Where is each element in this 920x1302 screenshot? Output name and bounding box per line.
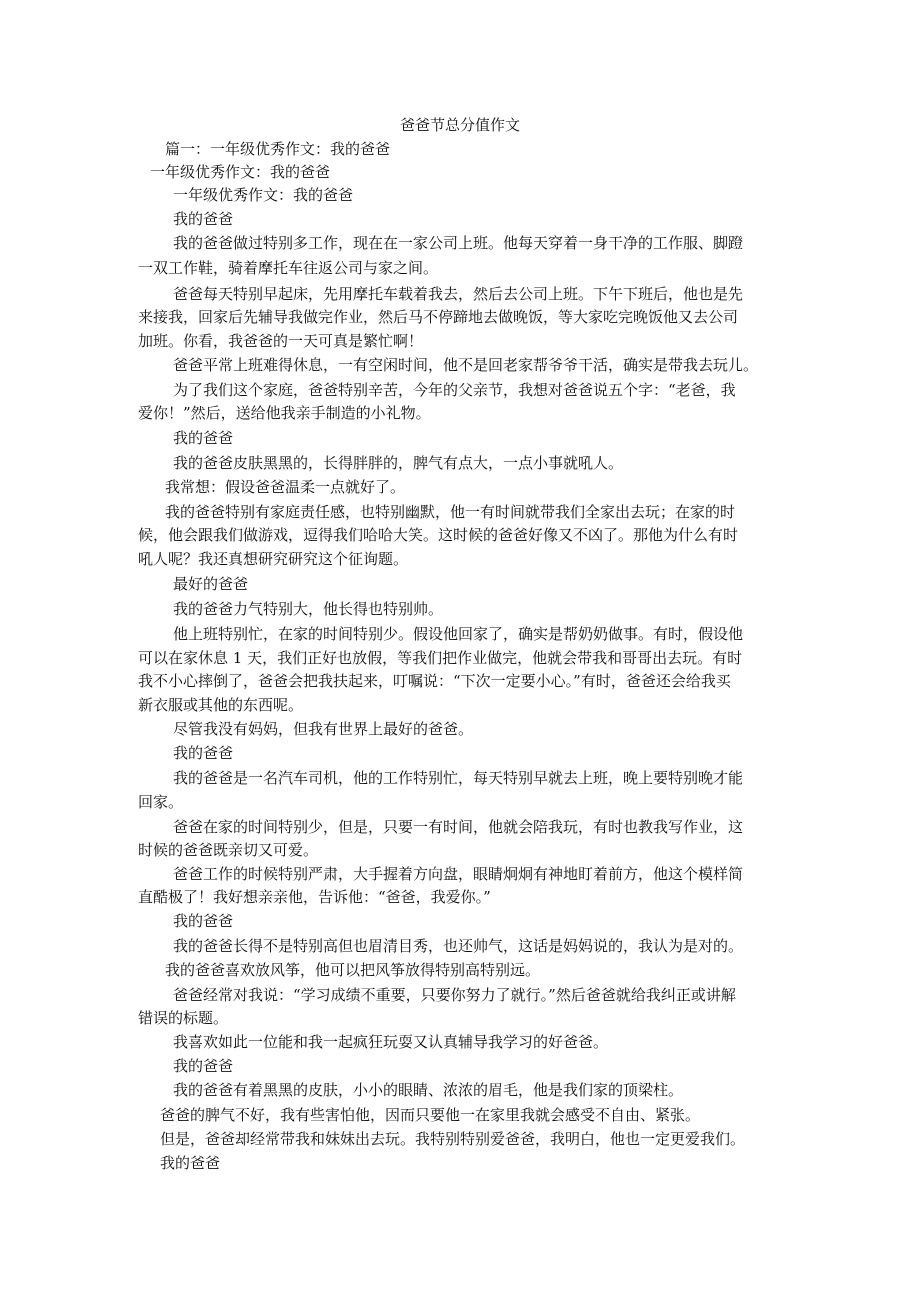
text-line: 我的爸爸 — [160, 1154, 221, 1172]
text-line: 我的爸爸特别有家庭责任感，也特别幽默，他一有时间就带我们全家出去玩；在家的时 — [165, 503, 736, 521]
text-line: 我的爸爸长得不是特别高但也眉清目秀，也还帅气，这话是妈妈说的，我认为是对的。 — [173, 937, 744, 955]
text-line: 篇一：一年级优秀作文：我的爸爸 — [165, 140, 391, 158]
text-line: 可以在家休息 1 天，我们正好也放假，等我们把作业做完，他就会带我和哥哥出去玩。有时 — [138, 649, 743, 667]
text-line: 新衣服或其他的东西呢。 — [138, 696, 304, 714]
text-line: 我的爸爸 — [173, 744, 234, 762]
text-line: 我的爸爸力气特别大，他长得也特别帅。 — [173, 600, 444, 618]
text-line: 候，他会跟我们做游戏，逗得我们哈哈大笑。这时候的爸爸好像又不凶了。那他为什么有时 — [138, 526, 739, 544]
text-line: 我的爸爸有着黑黑的皮肤，小小的眼睛、浓浓的眉毛，他是我们家的顶梁柱。 — [173, 1081, 684, 1099]
text-line: 我的爸爸皮肤黑黑的，长得胖胖的，脾气有点大，一点小事就吼人。 — [173, 454, 624, 472]
text-line: 爱你！”然后，送给他我亲手制造的小礼物。 — [138, 404, 431, 422]
text-line: 我的爸爸做过特别多工作，现在在一家公司上班。他每天穿着一身干净的工作服、脚蹬 — [173, 234, 744, 252]
text-line: 尽管我没有妈妈，但我有世界上最好的爸爸。 — [173, 720, 474, 738]
text-line: 回家。 — [138, 793, 184, 811]
text-line: 我常想：假设爸爸温柔一点就好了。 — [165, 478, 406, 496]
text-line: 一年级优秀作文：我的爸爸 — [150, 163, 331, 181]
text-line: 但是，爸爸却经常带我和妹妹出去玩。我特别特别爱爸爸，我明白，他也一定更爱我们。 — [160, 1130, 746, 1148]
text-line: 一年级优秀作文：我的爸爸 — [173, 186, 354, 204]
text-line: 来接我，回家后先辅导我做完作业，然后马不停蹄地去做晚饭，等大家吃完晚饭他又去公司 — [138, 308, 739, 326]
text-line: 我的爸爸 — [173, 1057, 234, 1075]
text-line: 加班。你看，我爸爸的一天可真是繁忙啊！ — [138, 332, 424, 350]
text-line: 爸爸平常上班难得休息，一有空闲时间，他不是回老家帮爷爷干活，确实是带我去玩儿。 — [173, 356, 759, 374]
text-line: 直酷极了！我好想亲亲他，告诉他：“爸爸，我爱你。” — [138, 888, 491, 906]
document-title: 爸爸节总分值作文 — [399, 116, 520, 134]
text-line: 爸爸在家的时间特别少，但是，只要一有时间，他就会陪我玩，有时也教我写作业，这 — [173, 818, 744, 836]
text-line: 爸爸的脾气不好，我有些害怕他，因而只要他一在家里我就会感受不自由、紧张。 — [160, 1106, 701, 1124]
text-line: 我喜欢如此一位能和我一起疯狂玩耍又认真辅导我学习的好爸爸。 — [173, 1033, 609, 1051]
text-line: 我的爸爸 — [173, 210, 234, 228]
text-line: 我的爸爸 — [173, 912, 234, 930]
text-line: 爸爸经常对我说：“学习成绩不重要，只要你努力了就行。”然后爸爸就给我纠正或讲解 — [173, 986, 736, 1004]
text-line: 最好的爸爸 — [173, 575, 249, 593]
text-line: 吼人呢？我还真想研究研究这个征询题。 — [138, 550, 409, 568]
text-line: 错误的标题。 — [138, 1009, 229, 1027]
text-line: 爸爸每天特别早起床，先用摩托车载着我去，然后去公司上班。下午下班后，他也是先 — [173, 285, 744, 303]
text-line: 为了我们这个家庭，爸爸特别辛苦，今年的父亲节，我想对爸爸说五个字：“老爸，我 — [173, 381, 736, 399]
text-line: 我的爸爸是一名汽车司机，他的工作特别忙，每天特别早就去上班，晚上要特别晚才能 — [173, 769, 744, 787]
text-line: 爸爸工作的时候特别严肃，大手握着方向盘，眼睛炯炯有神地盯着前方，他这个模样简 — [173, 865, 744, 883]
text-line: 一双工作鞋，骑着摩托车往返公司与家之间。 — [138, 259, 439, 277]
text-line: 我的爸爸 — [173, 429, 234, 447]
text-line: 他上班特别忙，在家的时间特别少。假设他回家了，确实是帮奶奶做事。有时，假设他 — [173, 625, 744, 643]
text-line: 我的爸爸喜欢放风筝，他可以把风筝放得特别高特别远。 — [165, 961, 541, 979]
text-line: 我不小心摔倒了，爸爸会把我扶起来，叮嘱说：“下次一定要小心。”有时，爸爸还会给我买 — [138, 672, 731, 690]
text-line: 时候的爸爸既亲切又可爱。 — [138, 841, 319, 859]
